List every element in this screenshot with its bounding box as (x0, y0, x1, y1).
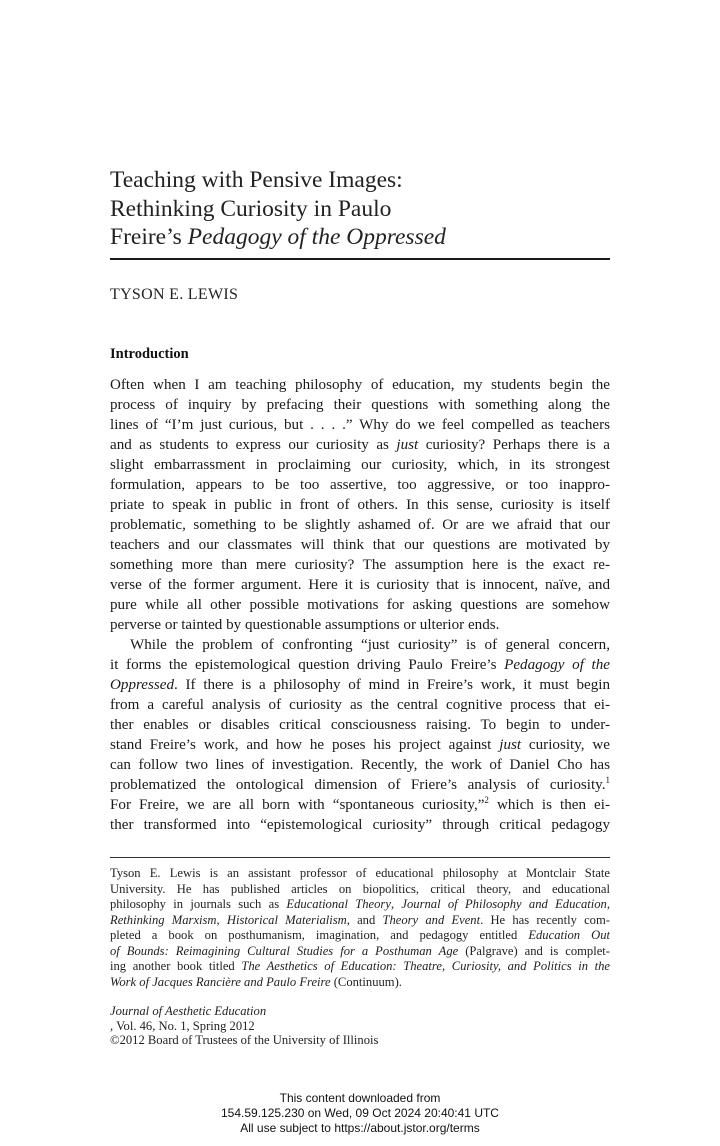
title-line: Teaching with Pensive Images: (110, 167, 403, 193)
footnote-run: ing another book titled (110, 959, 242, 973)
body-line: formulation, appears to be too assertive, too aggressive, or too inappro- (110, 477, 610, 493)
body-text-run: stand Freire’s work, and how he poses his project against (110, 737, 500, 753)
download-terms-link[interactable]: All use subject to https://about.jstor.org/terms (240, 1121, 480, 1135)
title-divider (110, 258, 610, 260)
footnote-divider (110, 857, 610, 858)
footnote-line (110, 975, 610, 991)
body-line: process of inquiry by prefacing their questions with something along the (110, 397, 610, 413)
body-line (110, 435, 610, 455)
footnote-marker[interactable]: 2 (484, 795, 489, 805)
body-italic-run: Oppressed (110, 677, 175, 693)
body-line: pure while all other possible motivations for asking questions are somehow (110, 597, 610, 613)
title-text: Freire’s (110, 224, 188, 250)
body-line: something more than mere curiosity? The assumption here is the exact re- (110, 557, 610, 573)
footnote-run: . He has recently com- (480, 912, 610, 927)
body-line (110, 675, 610, 695)
journal-name: Journal of Aesthetic Education (110, 1004, 267, 1018)
section-heading: Introduction (110, 346, 189, 362)
footnote-italic-run: Rethinking Marxism (110, 912, 217, 927)
author-footnote (110, 866, 610, 990)
journal-citation (110, 1004, 610, 1048)
body-text (110, 375, 610, 835)
download-notice-line: This content downloaded from (279, 1091, 441, 1105)
body-line: ther enables or disables critical consciousness raising. To begin to under- (110, 717, 610, 733)
footnote-italic-run: Theory and Event (382, 912, 481, 927)
body-italic-run: Pedagogy of the (504, 657, 610, 673)
footnote-line (110, 944, 610, 960)
footnote-italic-run: Education Out (528, 928, 610, 942)
title-line: Rethinking Curiosity in Paulo (110, 195, 392, 222)
body-line: lines of “I’m just curious, but . . . .” Why do we feel compelled as teachers (110, 417, 610, 433)
footnote-line (110, 897, 610, 913)
footnote-run: , and (346, 912, 383, 927)
body-line: problematic, something to be slightly ashamed of. Or are we afraid that our (110, 517, 610, 533)
footnote-marker[interactable]: 1 (605, 775, 610, 785)
footnote-line (110, 913, 610, 929)
journal-copyright: ©2012 Board of Trustees of the University of Illinois (110, 1033, 379, 1047)
footnote-italic-run: Historical Materialism (226, 912, 347, 927)
footnote-italic-run: The Aesthetics of Education: Theatre, Curiosity, and Politics in the (241, 959, 610, 973)
footnote-run: (Palgrave) and is complet- (458, 943, 610, 958)
body-line (110, 655, 610, 675)
title-italic-text: Pedagogy of the Oppressed (187, 224, 446, 250)
body-text-run: problematized the ontological dimension of Friere’s analysis of curiosity. (110, 777, 606, 793)
body-line: ther transformed into “epistemological curiosity” through critical pedagogy (110, 817, 610, 833)
body-text-run: and as students to express our curiosity as (110, 437, 397, 453)
body-text-run: which is then ei- (488, 797, 610, 813)
body-italic-run: just (499, 737, 522, 753)
author-name: TYSON E. LEWIS (110, 286, 239, 303)
body-line: priate to speak in public in front of others. In this sense, curiosity is itself (110, 497, 610, 513)
body-line: perverse or tainted by questionable assumptions or ulterior ends. (110, 617, 500, 633)
journal-issue: , Vol. 46, No. 1, Spring 2012 (110, 1018, 255, 1033)
body-line: can follow two lines of investigation. Recently, the work of Daniel Cho has (110, 757, 610, 773)
body-line: slight embarrassment in proclaiming our curiosity, which, in its strongest (110, 457, 610, 473)
body-text-run: . If there is a philosophy of mind in Freire’s work, it must begin (174, 677, 610, 693)
footnote-run: (Continuum). (330, 974, 402, 989)
article-title (110, 166, 610, 252)
download-notice-line: 154.59.125.230 on Wed, 09 Oct 2024 20:40:41 UTC (221, 1106, 499, 1120)
body-text-run: curiosity, we (521, 737, 610, 753)
footnote-run: , (390, 897, 402, 911)
body-line (110, 795, 610, 815)
body-line: verse of the former argument. Here it is curiosity that is innocent, naïve, and (110, 577, 610, 593)
body-text-run: For Freire, we are all born with “spontaneous curiosity,” (110, 797, 485, 813)
footnote-italic-run: Work of Jacques Rancière and Paulo Freire (110, 974, 331, 989)
footnote-line: Tyson E. Lewis is an assistant professor of educational philosophy at Montclair State (110, 866, 610, 880)
body-line: Often when I am teaching philosophy of education, my students begin the (110, 377, 610, 393)
footnote-line: University. He has published articles on biopolitics, critical theory, and educational (110, 881, 610, 896)
journal-issue-line (110, 1004, 610, 1033)
download-notice (0, 1091, 720, 1136)
footnote-run: philosophy in journals such as (110, 897, 287, 911)
body-line: from a careful analysis of curiosity as the central cognitive process that ei- (110, 697, 610, 713)
footnote-italic-run: Educational Theory (286, 897, 391, 911)
footnote-run: , (216, 912, 227, 927)
body-text-run: it forms the epistemological question driving Paulo Freire’s (110, 657, 505, 673)
body-line (110, 775, 610, 795)
footnote-run: pleted a book on posthumanism, imagination, and pedagogy entitled (110, 928, 529, 942)
footnote-italic-run: Journal of Philosophy and Education (401, 897, 607, 911)
body-line: teachers and our classmates will think that our questions are motivated by (110, 537, 610, 553)
title-line (110, 223, 610, 252)
body-line: While the problem of confronting “just curiosity” is of general concern, (130, 637, 610, 653)
body-italic-run: just (396, 437, 419, 453)
footnote-line (110, 959, 610, 975)
footnote-run: , (606, 897, 610, 911)
body-text-run: curiosity? Perhaps there is a (418, 437, 610, 453)
footnote-line (110, 928, 610, 944)
body-line (110, 735, 610, 755)
footnote-italic-run: of Bounds: Reimagining Cultural Studies for a Posthuman Age (110, 943, 459, 958)
